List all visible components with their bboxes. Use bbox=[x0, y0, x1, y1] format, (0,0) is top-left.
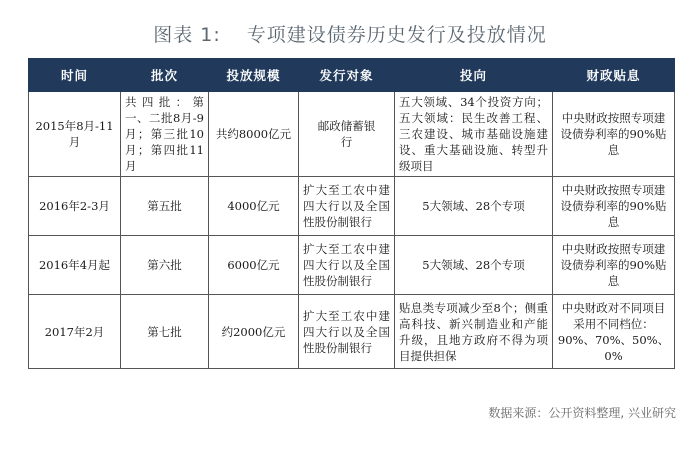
cell-scale: 4000亿元 bbox=[209, 177, 299, 236]
figure-title bbox=[0, 20, 700, 47]
cell-subsidy: 中央财政按照专项建设债券利率的90%贴息 bbox=[553, 177, 675, 236]
cell-batch: 共四批：第一、二批8月-9月；第三批10月；第四批11月 bbox=[121, 92, 209, 177]
cell-subsidy: 中央财政按照专项建设债券利率的90%贴息 bbox=[553, 236, 675, 295]
cell-subsidy: 中央财政按照专项建设债券利率的90%贴息 bbox=[553, 92, 675, 177]
header-target: 发行对象 bbox=[299, 59, 395, 92]
cell-time: 2016年2-3月 bbox=[29, 177, 121, 236]
table-row bbox=[29, 295, 675, 369]
cell-target: 邮政储蓄银行 bbox=[299, 92, 395, 177]
cell-scale: 约2000亿元 bbox=[209, 295, 299, 369]
table-row bbox=[29, 92, 675, 177]
table-header-row bbox=[29, 59, 675, 92]
cell-scale: 共约8000亿元 bbox=[209, 92, 299, 177]
cell-time: 2017年2月 bbox=[29, 295, 121, 369]
figure-title-text: 专项建设债券历史发行及投放情况 bbox=[246, 24, 547, 46]
cell-direction: 5大领域、28个专项 bbox=[395, 177, 553, 236]
header-time: 时间 bbox=[29, 59, 121, 92]
table-row bbox=[29, 177, 675, 236]
header-subsidy: 财政贴息 bbox=[553, 59, 675, 92]
cell-target: 扩大至工农中建四大行以及全国性股份制银行 bbox=[299, 236, 395, 295]
header-direction: 投向 bbox=[395, 59, 553, 92]
bond-issuance-table bbox=[28, 58, 675, 369]
cell-direction: 五大领域、34个投资方向；五大领域：民生改善工程、三农建设、城市基础设施建设、重大基础设施、转型升级项目 bbox=[395, 92, 553, 177]
table-row bbox=[29, 236, 675, 295]
cell-batch: 第七批 bbox=[121, 295, 209, 369]
cell-scale: 6000亿元 bbox=[209, 236, 299, 295]
figure-label: 图表 1: bbox=[153, 24, 221, 46]
data-source-note: 数据来源：公开资料整理, 兴业研究 bbox=[488, 406, 676, 420]
cell-direction: 5大领域、28个专项 bbox=[395, 236, 553, 295]
cell-batch: 第六批 bbox=[121, 236, 209, 295]
cell-target: 扩大至工农中建四大行以及全国性股份制银行 bbox=[299, 177, 395, 236]
cell-batch: 第五批 bbox=[121, 177, 209, 236]
cell-time: 2015年8月-11月 bbox=[29, 92, 121, 177]
cell-subsidy: 中央财政对不同项目采用不同档位：90%、70%、50%、0% bbox=[553, 295, 675, 369]
cell-time: 2016年4月起 bbox=[29, 236, 121, 295]
cell-direction: 贴息类专项减少至8个；侧重高科技、新兴制造业和产能升级，且地方政府不得为项目提供担保 bbox=[395, 295, 553, 369]
cell-target: 扩大至工农中建四大行以及全国性股份制银行 bbox=[299, 295, 395, 369]
header-batch: 批次 bbox=[121, 59, 209, 92]
header-scale: 投放规模 bbox=[209, 59, 299, 92]
